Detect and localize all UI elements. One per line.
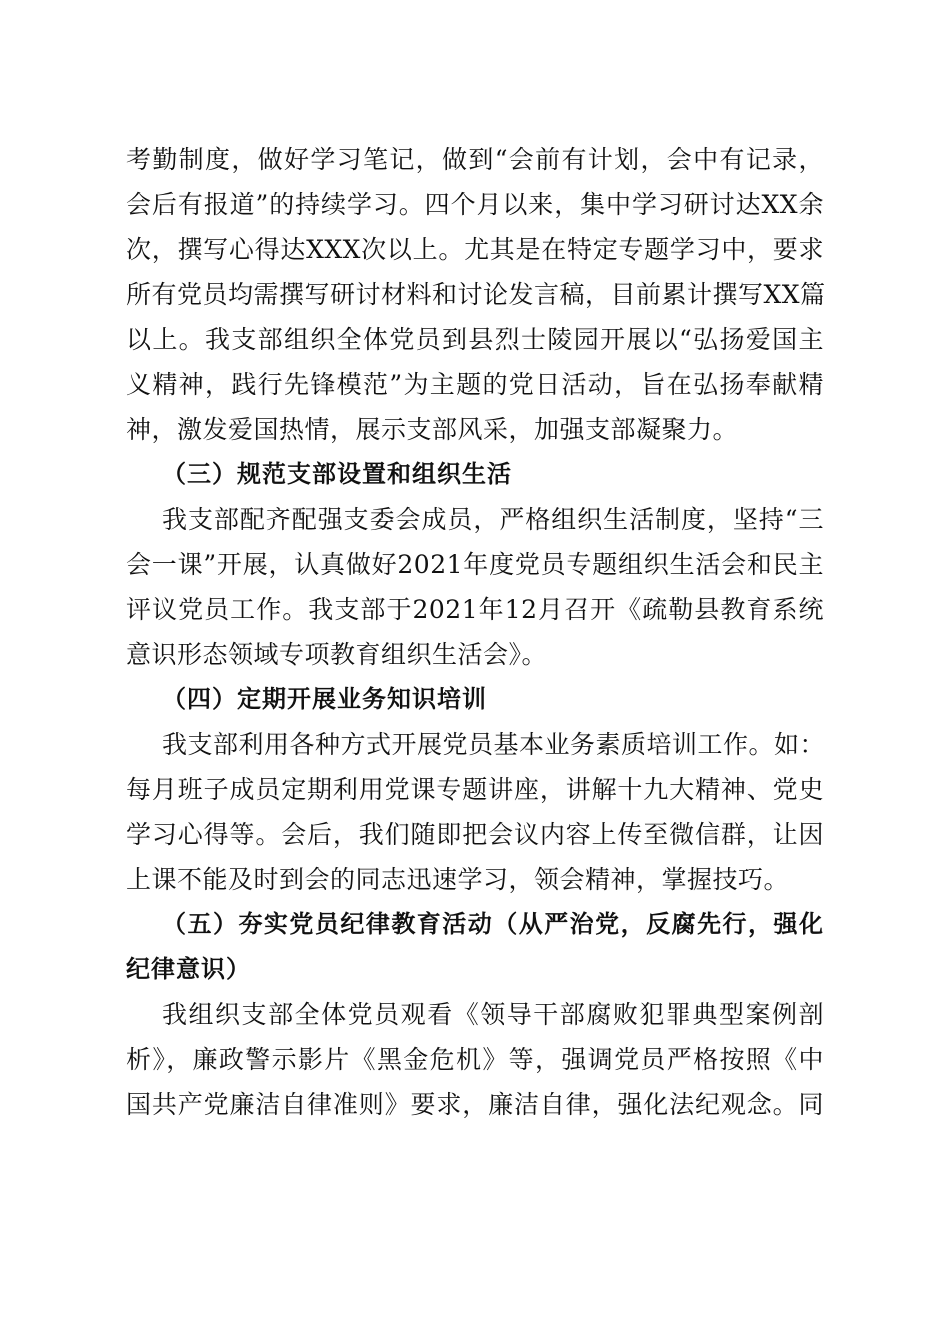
paragraph-line: 国共产党廉洁自律准则》要求，廉洁自律，强化法纪观念。同 (126, 1090, 824, 1119)
section-heading-continuation: 纪律意识） (126, 955, 251, 983)
paragraph-line: 上课不能及时到会的同志迅速学习，领会精神，掌握技巧。 (126, 865, 790, 894)
paragraph-line: 学习心得等。会后，我们随即把会议内容上传至微信群，让因 (126, 820, 824, 849)
paragraph-line: 意识形态领域专项教育组织生活会》。 (126, 640, 548, 669)
paragraph-line: 我组织支部全体党员观看《领导干部腐败犯罪典型案例剖 (162, 1000, 824, 1029)
paragraph-line: 我支部配齐配强支委会成员，严格组织生活制度，坚持“三 (162, 505, 824, 534)
section-heading: （五）夯实党员纪律教育活动（从严治党，反腐先行，强化 (162, 910, 824, 938)
paragraph-line: 会后有报道”的持续学习。四个月以来，集中学习研讨达XX余 (126, 190, 824, 219)
paragraph-line: 以上。我支部组织全体党员到县烈士陵园开展以“弘扬爱国主 (126, 325, 824, 354)
paragraph-line: 次，撰写心得达XXX次以上。尤其是在特定专题学习中，要求 (126, 235, 824, 264)
paragraph-line: 评议党员工作。我支部于2021年12月召开《疏勒县教育系统 (126, 595, 824, 624)
paragraph-line: 义精神，践行先锋模范”为主题的党日活动，旨在弘扬奉献精 (126, 370, 824, 399)
paragraph-line: 神，激发爱国热情，展示支部风采，加强支部凝聚力。 (126, 415, 739, 444)
paragraph-line: 每月班子成员定期利用党课专题讲座，讲解十九大精神、党史 (126, 775, 824, 804)
paragraph-line: 考勤制度，做好学习笔记，做到“会前有计划，会中有记录， (126, 145, 824, 174)
paragraph-line: 所有党员均需撰写研讨材料和讨论发言稿，目前累计撰写XX篇 (126, 280, 826, 309)
section-heading: （三）规范支部设置和组织生活 (162, 460, 512, 488)
paragraph-line: 会一课”开展，认真做好2021年度党员专题组织生活会和民主 (126, 550, 824, 579)
paragraph-line: 析》，廉政警示影片《黑金危机》等，强调党员严格按照《中 (126, 1045, 824, 1074)
paragraph-line: 我支部利用各种方式开展党员基本业务素质培训工作。如： (162, 730, 826, 759)
section-heading: （四）定期开展业务知识培训 (162, 685, 487, 713)
